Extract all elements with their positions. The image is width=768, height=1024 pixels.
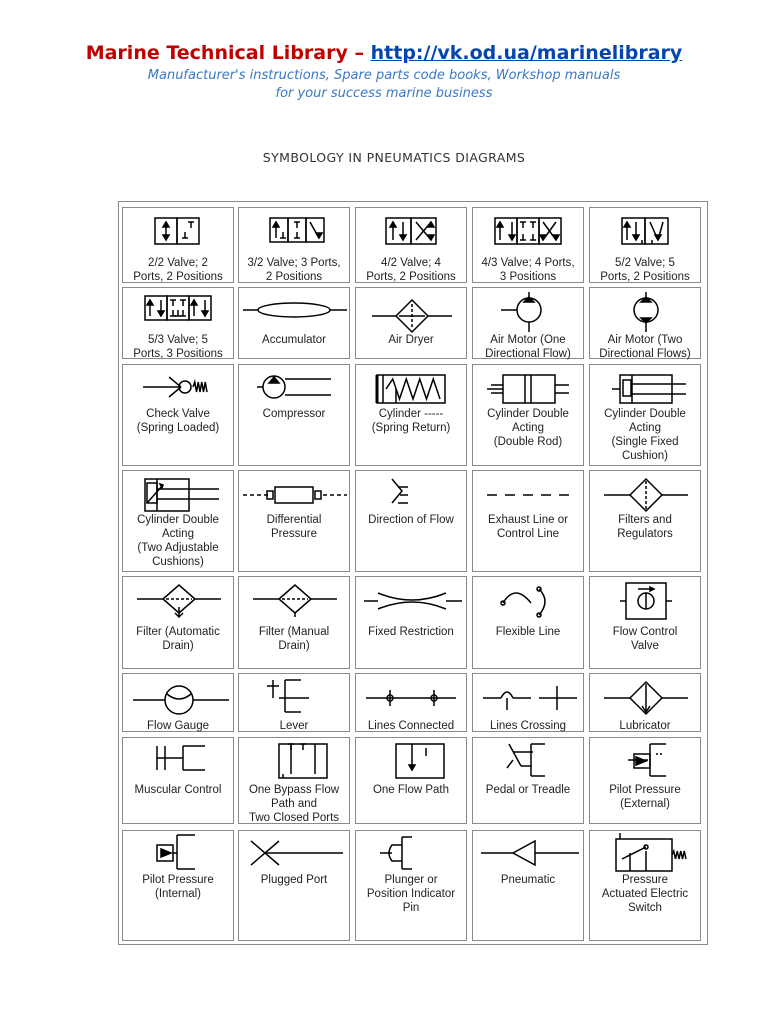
- symbol-cell: [238, 830, 350, 941]
- symbol-cell: [472, 830, 584, 941]
- symbol-label: Accumulator: [262, 334, 326, 346]
- symbol-cell: [472, 737, 584, 824]
- symbol-label: Flexible Line: [495, 626, 561, 638]
- document-title: SYMBOLOGY IN PNEUMATICS DIAGRAMS: [262, 150, 526, 165]
- symbol-cell: [355, 287, 467, 359]
- header-dash: –: [354, 42, 364, 64]
- symbol-cell: [122, 364, 234, 466]
- symbol-label: Cylinder Double Acting (Double Rod): [487, 408, 569, 448]
- lines-crossing-icon: [473, 676, 585, 720]
- symbol-label: 5/3 Valve; 5 Ports, 3 Positions: [133, 334, 223, 360]
- symbol-cell: [122, 830, 234, 941]
- symbol-label: Check Valve (Spring Loaded): [136, 408, 220, 434]
- symbol-cell: [472, 207, 584, 283]
- filter-manual-drain-icon: [239, 579, 351, 623]
- lever-icon: [239, 676, 351, 720]
- valve-4-3-icon: [473, 210, 585, 254]
- symbol-label: 5/2 Valve; 5 Ports, 2 Positions: [600, 257, 690, 283]
- symbol-label: Lubricator: [619, 720, 671, 732]
- symbol-cell: [589, 287, 701, 359]
- symbol-cell: [472, 287, 584, 359]
- symbol-label: 4/2 Valve; 4 Ports, 2 Positions: [366, 257, 456, 283]
- symbol-label: Direction of Flow: [368, 514, 454, 526]
- plugged-port-icon: [239, 833, 351, 877]
- header-subtitle-line2: for your success marine business: [275, 86, 493, 101]
- symbol-label: Cylinder ----- (Spring Return): [371, 408, 451, 434]
- one-flow-path-icon: [356, 740, 468, 784]
- flexible-line-icon: [473, 579, 585, 623]
- symbol-label: Pneumatic: [500, 874, 556, 886]
- symbol-cell: [589, 207, 701, 283]
- symbol-label: 4/3 Valve; 4 Ports, 3 Positions: [481, 257, 575, 283]
- symbol-label: Flow Gauge: [146, 720, 209, 732]
- header-subtitle-line1: Manufacturer's instructions, Spare parts code books, Workshop manuals: [147, 68, 621, 83]
- symbol-cell: [355, 830, 467, 941]
- symbol-label: Cylinder Double Acting (Two Adjustable Cushions): [137, 514, 219, 568]
- symbol-label: Plugged Port: [260, 874, 328, 886]
- symbol-cell: [122, 673, 234, 732]
- symbol-cell: [472, 576, 584, 669]
- symbol-label: Flow Control Valve: [612, 626, 678, 652]
- compressor-icon: [239, 367, 351, 411]
- cylinder-double-rod-icon: [473, 367, 585, 411]
- exhaust-line-icon: [473, 473, 585, 517]
- symbol-label: Lines Connected: [367, 720, 455, 732]
- pedal-treadle-icon: [473, 740, 585, 784]
- symbol-label: 2/2 Valve; 2 Ports, 2 Positions: [133, 257, 223, 283]
- symbol-cell: [355, 673, 467, 732]
- symbol-cell: [238, 364, 350, 466]
- pressure-switch-icon: [590, 833, 702, 877]
- symbol-cell: [355, 737, 467, 824]
- symbol-label: Lever: [279, 720, 309, 732]
- symbol-cell: [589, 830, 701, 941]
- symbol-label: 3/2 Valve; 3 Ports, 2 Positions: [247, 257, 341, 283]
- library-link[interactable]: http://vk.od.ua/marinelibrary: [370, 42, 683, 64]
- symbol-cell: [355, 207, 467, 283]
- muscular-control-icon: [123, 740, 235, 784]
- pilot-external-icon: [590, 740, 702, 784]
- cylinder-fixed-cushion-icon: [590, 367, 702, 411]
- symbol-label: Pressure Actuated Electric Switch: [601, 874, 689, 914]
- library-header: [0, 42, 768, 64]
- flow-control-valve-icon: [590, 579, 702, 623]
- symbol-cell: [238, 470, 350, 572]
- pneumatic-icon: [473, 833, 585, 877]
- valve-5-2-icon: [590, 210, 702, 254]
- symbol-cell: [589, 673, 701, 732]
- symbol-label: Air Motor (One Directional Flow): [485, 334, 571, 360]
- valve-4-2-icon: [356, 210, 468, 254]
- symbol-cell: [122, 470, 234, 572]
- symbol-cell: [472, 364, 584, 466]
- valve-2-2-icon: [123, 210, 235, 254]
- air-motor-one-icon: [473, 290, 585, 334]
- symbol-label: Pedal or Treadle: [485, 784, 571, 796]
- cylinder-spring-icon: [356, 367, 468, 411]
- symbol-label: Filter (Automatic Drain): [136, 626, 220, 652]
- flow-gauge-icon: [123, 676, 235, 720]
- symbol-label: Filters and Regulators: [617, 514, 673, 540]
- symbol-cell: [238, 737, 350, 824]
- symbol-label: Cylinder Double Acting (Single Fixed Cushion): [604, 408, 686, 462]
- symbol-cell: [589, 737, 701, 824]
- symbol-label: Filter (Manual Drain): [258, 626, 330, 652]
- valve-3-2-icon: [239, 210, 351, 254]
- symbol-label: Lines Crossing: [489, 720, 567, 732]
- cylinder-adjustable-icon: [123, 473, 235, 517]
- symbol-cell: [122, 207, 234, 283]
- symbol-label: Exhaust Line or Control Line: [488, 514, 568, 540]
- symbol-cell: [238, 673, 350, 732]
- air-dryer-icon: [356, 290, 468, 334]
- filters-regulators-icon: [590, 473, 702, 517]
- symbol-cell: [238, 287, 350, 359]
- symbol-label: Plunger or Position Indicator Pin: [366, 874, 456, 914]
- symbol-cell: [238, 207, 350, 283]
- accumulator-icon: [239, 290, 351, 334]
- filter-auto-drain-icon: [123, 579, 235, 623]
- pilot-internal-icon: [123, 833, 235, 877]
- symbol-label: Fixed Restriction: [368, 626, 454, 638]
- symbol-cell: [472, 673, 584, 732]
- bypass-flow-icon: [239, 740, 351, 784]
- symbol-label: Differential Pressure: [266, 514, 322, 540]
- symbol-cell: [355, 364, 467, 466]
- symbol-cell: [589, 576, 701, 669]
- valve-5-3-icon: [123, 290, 235, 334]
- symbol-label: Air Dryer: [388, 334, 434, 346]
- symbol-cell: [589, 364, 701, 466]
- symbol-cell: [355, 576, 467, 669]
- symbol-cell: [122, 287, 234, 359]
- symbol-label: Compressor: [262, 408, 326, 420]
- library-name: Marine Technical Library: [85, 42, 348, 64]
- symbol-cell: [122, 576, 234, 669]
- lines-connected-icon: [356, 676, 468, 720]
- symbol-cell: [472, 470, 584, 572]
- fixed-restriction-icon: [356, 579, 468, 623]
- symbol-cell: [355, 470, 467, 572]
- plunger-icon: [356, 833, 468, 877]
- symbol-label: Pilot Pressure (External): [609, 784, 681, 810]
- symbol-label: Pilot Pressure (Internal): [142, 874, 214, 900]
- check-valve-icon: [123, 367, 235, 411]
- differential-pressure-icon: [239, 473, 351, 517]
- lubricator-icon: [590, 676, 702, 720]
- air-motor-two-icon: [590, 290, 702, 334]
- direction-of-flow-icon: [356, 473, 468, 517]
- symbol-label: One Bypass Flow Path and Two Closed Ports: [248, 784, 340, 824]
- symbol-cell: [122, 737, 234, 824]
- symbol-cell: [238, 576, 350, 669]
- symbol-label: Muscular Control: [134, 784, 222, 796]
- symbol-cell: [589, 470, 701, 572]
- symbol-label: Air Motor (Two Directional Flows): [599, 334, 691, 360]
- symbol-label: One Flow Path: [372, 784, 450, 796]
